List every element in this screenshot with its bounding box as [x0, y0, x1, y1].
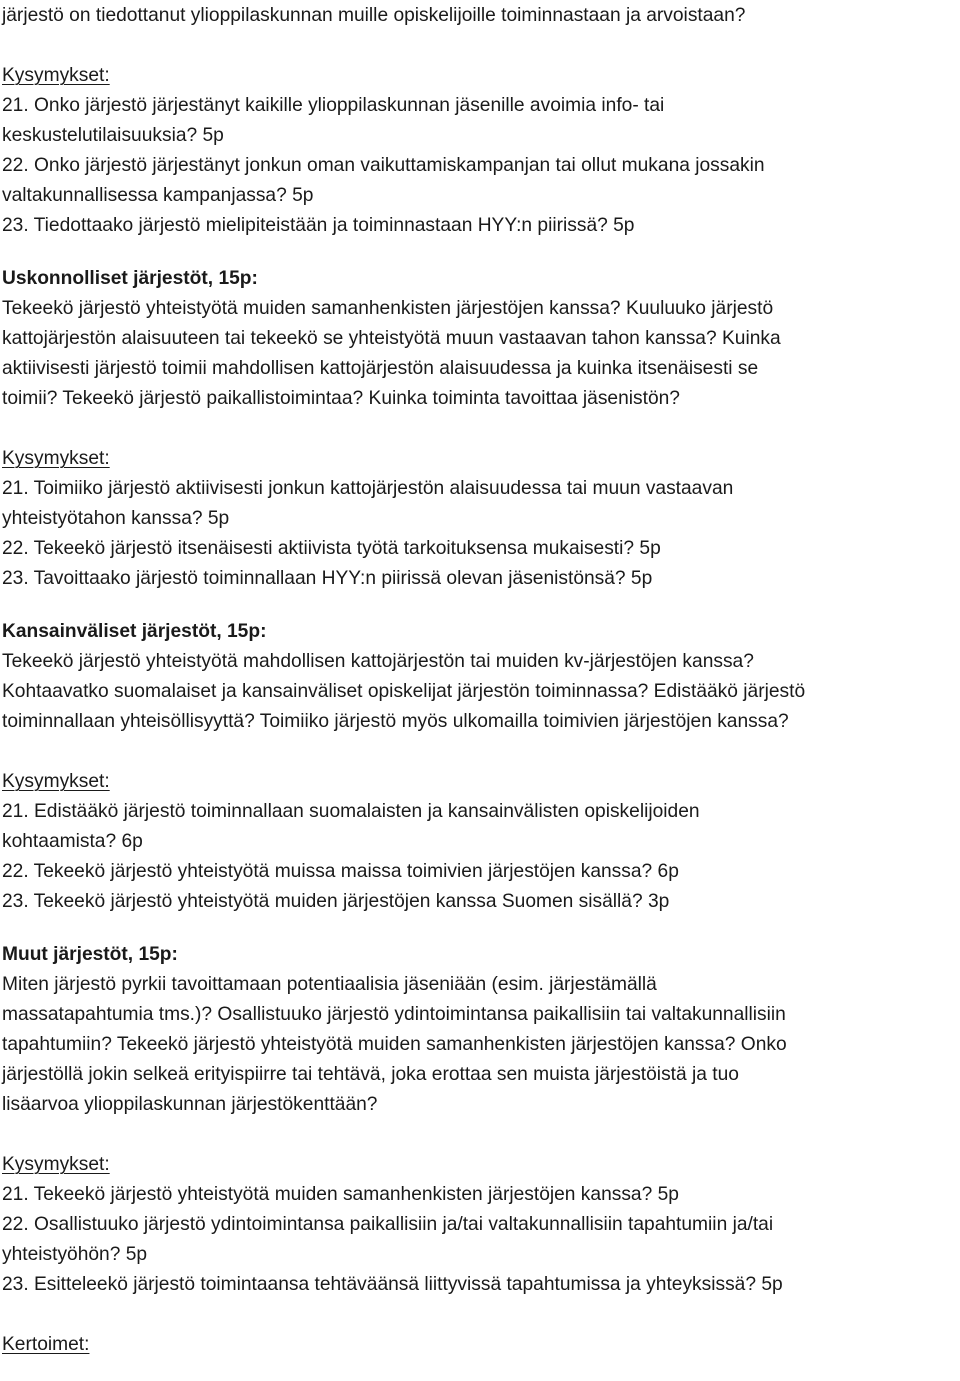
description-line: kattojärjestön alaisuuteen tai tekeekö se yhteistyötä muun vastaavan tahon kanssa? Kuinka [2, 328, 781, 349]
question-line: valtakunnallisessa kampanjassa? 5p [2, 185, 314, 206]
description-line: lisäarvoa ylioppilaskunnan järjestökenttään? [2, 1094, 378, 1115]
spacer [2, 241, 957, 264]
question-line: keskustelutilaisuuksia? 5p [2, 125, 224, 146]
spacer [2, 1300, 957, 1330]
questions-label: Kysymykset: [2, 65, 110, 86]
kertoimet-label: Kertoimet: [2, 1334, 90, 1355]
question-line: 21. Onko järjestö järjestänyt kaikille ylioppilaskunnan jäsenille avoimia info- tai [2, 95, 665, 116]
section-heading-uskonnolliset: Uskonnolliset järjestöt, 15p: [2, 268, 258, 289]
question-line: 21. Edistääkö järjestö toiminnallaan suomalaisten ja kansainvälisten opiskelijoiden [2, 801, 700, 822]
question-line: 22. Tekeekö järjestö yhteistyötä muissa maissa toimivien järjestöjen kanssa? 6p [2, 861, 679, 882]
spacer [2, 917, 957, 940]
spacer [2, 31, 957, 61]
section-heading-kansainvaliset: Kansainväliset järjestöt, 15p: [2, 621, 267, 642]
question-line: yhteistyötahon kanssa? 5p [2, 508, 230, 529]
description-line: järjestöllä jokin selkeä erityispiirre tai tehtävä, joka erottaa sen muista järjestöistä ja tuo [2, 1064, 739, 1085]
description-line: tapahtumiin? Tekeekö järjestö yhteistyötä muiden samanhenkisten järjestöjen kanssa? Onko [2, 1034, 787, 1055]
question-line: 22. Onko järjestö järjestänyt jonkun oman vaikuttamiskampanjan tai ollut mukana jossakin [2, 155, 765, 176]
questions-label: Kysymykset: [2, 771, 110, 792]
question-line: yhteistyöhön? 5p [2, 1244, 148, 1265]
spacer [2, 737, 957, 767]
question-line: 21. Toimiiko järjestö aktiivisesti jonkun kattojärjestön alaisuudessa tai muun vastaavan [2, 478, 734, 499]
question-line: kohtaamista? 6p [2, 831, 143, 852]
description-line: massatapahtumia tms.)? Osallistuuko järjestö ydintoimintansa paikallisiin tai valtakunnallisiin [2, 1004, 786, 1025]
description-line: Tekeekö järjestö yhteistyötä muiden samanhenkisten järjestöjen kanssa? Kuuluuko järjestö [2, 298, 774, 319]
spacer [2, 414, 957, 444]
description-line: Miten järjestö pyrkii tavoittamaan potentiaalisia jäseniään (esim. järjestämällä [2, 974, 657, 995]
description-line: toimii? Tekeekö järjestö paikallistoimintaa? Kuinka toiminta tavoittaa jäsenistön? [2, 388, 680, 409]
intro-line: järjestö on tiedottanut ylioppilaskunnan muille opiskelijoille toiminnastaan ja arvoistaan? [2, 5, 746, 26]
question-line: 21. Tekeekö järjestö yhteistyötä muiden samanhenkisten järjestöjen kanssa? 5p [2, 1184, 679, 1205]
description-line: Kohtaavatko suomalaiset ja kansainväliset opiskelijat järjestön toiminnassa? Edistääkö järjestö [2, 681, 806, 702]
question-line: 23. Tiedottaako järjestö mielipiteistään ja toiminnastaan HYY:n piirissä? 5p [2, 215, 635, 236]
question-line: 22. Osallistuuko järjestö ydintoimintansa paikallisiin ja/tai valtakunnallisiin tapahtumiin ja/tai [2, 1214, 774, 1235]
description-line: aktiivisesti järjestö toimii mahdollisen kattojärjestön alaisuudessa ja kuinka itsenäisesti se [2, 358, 759, 379]
description-line: toiminnallaan yhteisöllisyyttä? Toimiiko järjestö myös ulkomailla toimivien järjestöjen kanssa? [2, 711, 789, 732]
question-line: 23. Tekeekö järjestö yhteistyötä muiden järjestöjen kanssa Suomen sisällä? 3p [2, 891, 670, 912]
question-line: 23. Esitteleekö järjestö toimintaansa tehtäväänsä liittyvissä tapahtumissa ja yhteyksissä? 5p [2, 1274, 783, 1295]
document-page [2, 0, 957, 1360]
question-line: 23. Tavoittaako järjestö toiminnallaan HYY:n piirissä olevan jäsenistönsä? 5p [2, 568, 653, 589]
questions-label: Kysymykset: [2, 448, 110, 469]
description-line: Tekeekö järjestö yhteistyötä mahdollisen kattojärjestön tai muiden kv-järjestöjen kanssa? [2, 651, 754, 672]
section-heading-muut: Muut järjestöt, 15p: [2, 944, 178, 965]
spacer [2, 1120, 957, 1150]
spacer [2, 594, 957, 617]
question-line: 22. Tekeekö järjestö itsenäisesti aktiivista työtä tarkoituksensa mukaisesti? 5p [2, 538, 661, 559]
questions-label: Kysymykset: [2, 1154, 110, 1175]
